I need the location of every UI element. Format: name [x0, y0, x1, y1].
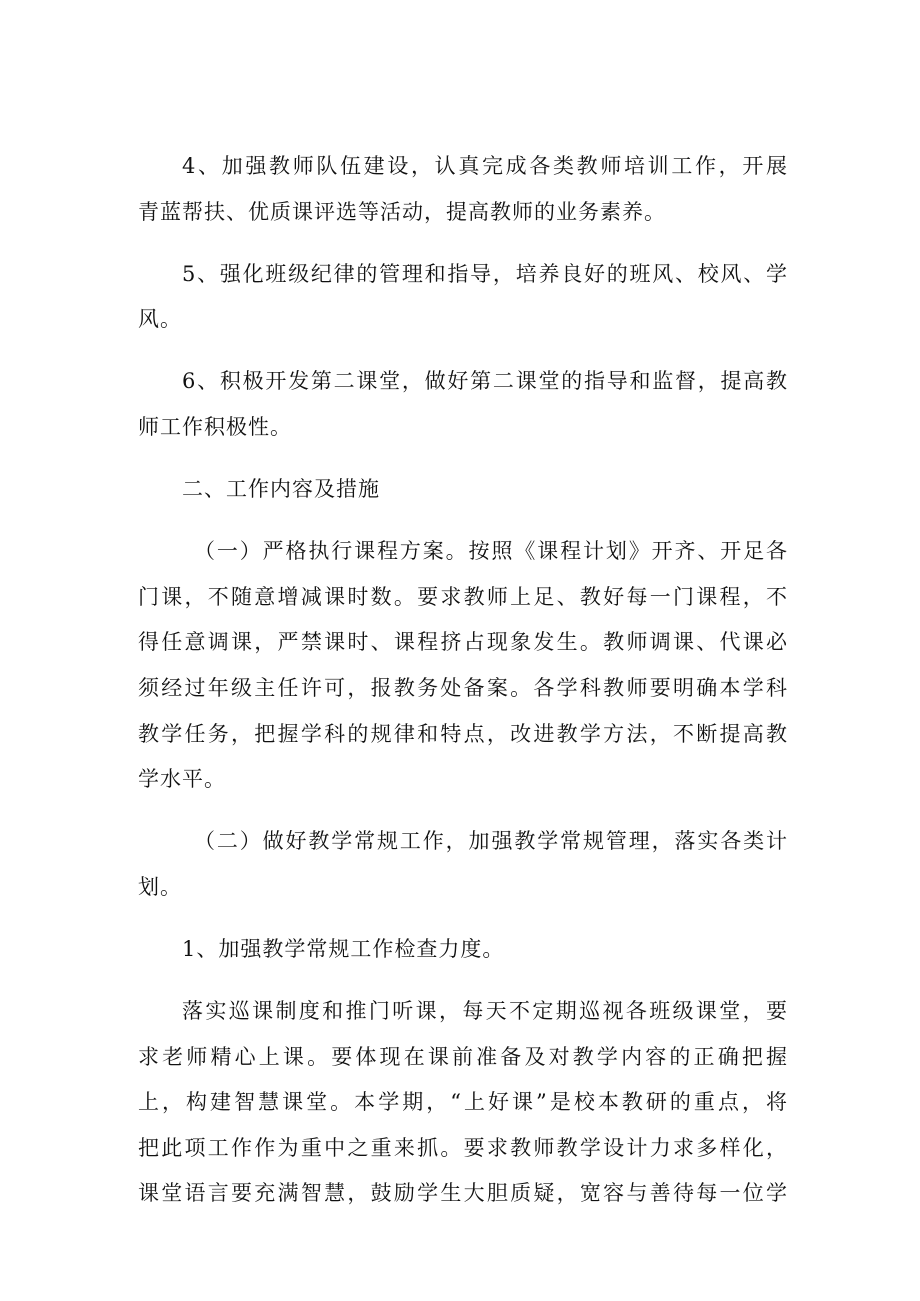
paragraph-line: 青蓝帮扶、优质课评选等活动，提高教师的业务素养。: [138, 199, 666, 224]
paragraph-line: 落实巡课制度和推门听课，每天不定期巡视各班级课堂，要: [182, 999, 788, 1023]
paragraph-line: 5、强化班级纪律的管理和指导，培养良好的班风、校风、学: [182, 261, 788, 286]
subsection-1: [138, 529, 788, 803]
paragraph-line: 1、加强教学常规工作检查力度。: [182, 936, 505, 961]
section-heading-text: 二、工作内容及措施: [182, 477, 380, 502]
paragraph-line: （二）做好教学常规工作，加强教学常规管理，落实各类计: [194, 829, 788, 854]
paragraph-line: 划。: [138, 874, 182, 899]
body-paragraph: [138, 989, 788, 1217]
paragraph-line: （一）严格执行课程方案。按照《课程计划》开齐、开足各: [194, 539, 788, 564]
section-heading: [138, 467, 788, 513]
paragraph-line: 把此项工作作为重中之重来抓。要求教师教学设计力求多样化，: [138, 1135, 788, 1160]
paragraph-line: 4、加强教师队伍建设，认真完成各类教师培训工作，开展: [182, 154, 788, 178]
paragraph-line: 上，构建智慧课堂。本学期，“上好课”是校本教研的重点，将: [138, 1090, 788, 1115]
paragraph-line: 课堂语言要充满智慧，鼓励学生大胆质疑，宽容与善待每一位学: [138, 1181, 788, 1206]
paragraph-line: 师工作积极性。: [138, 414, 292, 439]
document-body: [138, 144, 788, 1233]
paragraph-line: 得任意调课，严禁课时、课程挤占现象发生。教师调课、代课必: [138, 630, 788, 655]
paragraph-line: 学水平。: [138, 767, 226, 792]
paragraph-line: 教学任务，把握学科的规律和特点，改进教学方法，不断提高教: [138, 721, 788, 746]
paragraph-item-1: [138, 927, 788, 973]
paragraph-line: 求老师精心上课。要体现在课前准备及对教学内容的正确把握: [138, 1044, 788, 1069]
paragraph-line: 6、积极开发第二课堂，做好第二课堂的指导和监督，提高教: [182, 369, 788, 394]
paragraph-line: 风。: [138, 307, 182, 332]
paragraph-item-6: [138, 359, 788, 450]
paragraph-line: 须经过年级主任许可，报教务处备案。各学科教师要明确本学科: [138, 675, 788, 700]
paragraph-item-5: [138, 252, 788, 343]
paragraph-line: 门课，不随意增减课时数。要求教师上足、教好每一门课程，不: [138, 584, 788, 609]
paragraph-item-4: [138, 144, 788, 235]
subsection-2: [138, 819, 788, 910]
